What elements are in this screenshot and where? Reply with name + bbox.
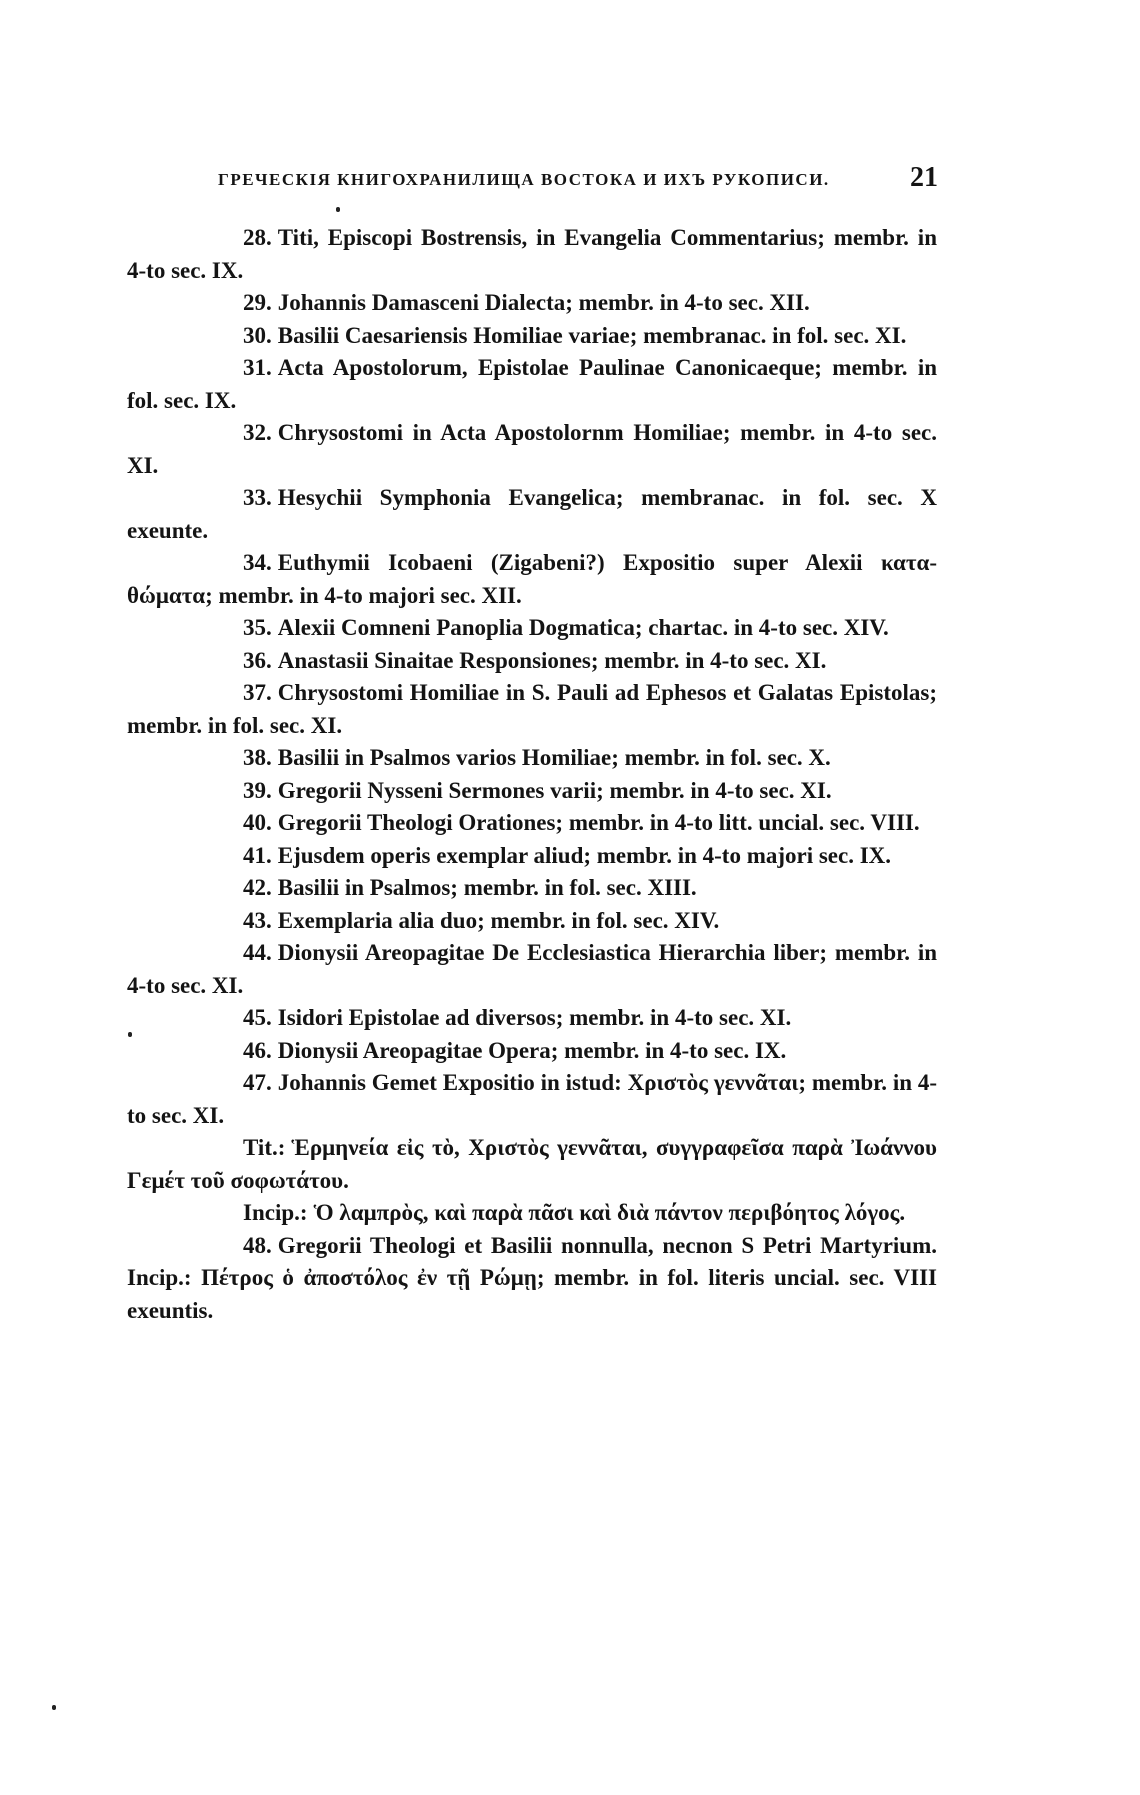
entry-number: 31. [243, 355, 272, 380]
entry-number: 29. [243, 290, 272, 315]
catalogue-entry [127, 645, 937, 678]
catalogue-entry [127, 807, 937, 840]
catalogue-entry [127, 775, 937, 808]
entry-text: Chrysostomi in Acta Apostolornm Homiliae; membr. in 4-to sec. XI. [127, 420, 937, 478]
entry-text: Chrysostomi Homiliae in S. Pauli ad Ephesos et Galatas Epistolas; membr. in fol. sec. XI. [127, 680, 937, 738]
entry-number: 40. [243, 810, 272, 835]
catalogue-entry [127, 1002, 937, 1035]
entry-text: Basilii in Psalmos varios Homiliae; membr. in fol. sec. X. [277, 745, 831, 770]
page-number: 21 [910, 162, 938, 193]
running-title: ГРЕЧЕСКІЯ КНИГОХРАНИЛИЩА ВОСТОКА И ИХЪ РУКОПИСИ. [218, 170, 830, 189]
entry-number: 42. [243, 875, 272, 900]
entry-number: 45. [243, 1005, 272, 1030]
entry-number: 41. [243, 842, 272, 868]
entry-text: Anastasii Sinaitae Responsiones; membr. in 4-to sec. XI. [277, 647, 827, 673]
entry-text: Basilii in Psalmos; membr. in fol. sec. XIII. [277, 875, 697, 900]
entry-text: Hesychii Symphonia Evangelica; membranac. in fol. sec. X exeunte. [127, 485, 937, 543]
catalogue-entry [127, 352, 937, 417]
incipit-note [127, 1197, 937, 1230]
entry-text: Dionysii Areopagitae De Ecclesiastica Hierarchia liber; membr. in 4-to sec. XI. [127, 940, 937, 998]
catalogue-entry [127, 742, 937, 775]
entry-text: Gregorii Nysseni Sermones varii; membr. in 4-to sec. XI. [277, 777, 832, 803]
ink-speck [52, 1705, 56, 1710]
entry-text: Ejusdem operis exemplar aliud; membr. in 4-to majori sec. IX. [277, 842, 892, 868]
entry-number: 32. [243, 420, 272, 445]
catalogue-entry [127, 905, 937, 938]
entry-number: 28. [243, 225, 272, 250]
title-note [127, 1132, 937, 1197]
note-text: Ὁ λαμπρὸς, καὶ παρὰ πᾶσι καὶ διὰ πάντον περιβόητος λόγος. [313, 1200, 906, 1225]
catalogue-entry [127, 1067, 937, 1132]
catalogue-entry [127, 840, 937, 873]
entry-number: 44. [243, 940, 272, 965]
entry-text: Gregorii Theologi et Basilii nonnulla, necnon S Petri Martyrium. Incip.: Πέτρος ὁ ἀποστόλος ἐν τῇ Ρώμῃ; membr. in fol. literis uncial. sec. VIII exeuntis. [127, 1232, 937, 1323]
catalogue-entry [127, 872, 937, 905]
entry-number: 38. [243, 745, 272, 770]
entry-number: 37. [243, 680, 272, 705]
catalogue-entry [127, 547, 937, 612]
catalogue-entry [127, 320, 937, 353]
catalogue-entry [127, 287, 937, 320]
entry-number: 43. [243, 907, 272, 933]
catalogue-entry [127, 677, 937, 742]
catalogue-entry [127, 222, 937, 287]
entry-text: Exemplaria alia duo; membr. in fol. sec. XIV. [277, 907, 720, 933]
catalogue-entry [127, 417, 937, 482]
entry-number: 46. [243, 1037, 272, 1063]
entry-text: Alexii Comneni Panoplia Dogmatica; chartac. in 4-to sec. XIV. [277, 615, 889, 640]
entry-number: 39. [243, 777, 272, 803]
entry-text: Basilii Caesariensis Homiliae variae; membranac. in fol. sec. XI. [277, 322, 907, 348]
note-label: Incip.: [243, 1200, 308, 1225]
ink-speck [336, 207, 340, 212]
catalogue-entry [127, 1035, 937, 1068]
entry-text: Gregorii Theologi Orationes; membr. in 4-to litt. uncial. sec. VIII. [277, 810, 920, 835]
note-label: Tit.: [243, 1135, 286, 1160]
catalogue-list [127, 222, 937, 1327]
note-text: Ἑρμηνεία εἰς τὸ, Χριστὸς γεννᾶται, συγγραφεῖσα παρὰ Ἰωάννου Γεμέτ τοῦ σοφωτάτου. [127, 1135, 937, 1193]
entry-number: 48. [243, 1232, 272, 1258]
entry-number: 33. [243, 485, 272, 510]
running-head [218, 162, 938, 202]
entry-number: 34. [243, 550, 272, 575]
entry-number: 30. [243, 322, 272, 348]
entry-text: Isidori Epistolae ad diversos; membr. in 4-to sec. XI. [277, 1005, 792, 1030]
catalogue-entry [127, 937, 937, 1002]
entry-number: 47. [243, 1070, 272, 1095]
entry-text: Dionysii Areopagitae Opera; membr. in 4-to sec. IX. [277, 1037, 787, 1063]
entry-number: 35. [243, 615, 272, 640]
entry-number: 36. [243, 647, 272, 673]
entry-text: Euthymii Icobaeni (Zigabeni?) Expositio super Alexii κατα-θώματα; membr. in 4-to majori sec. XII. [127, 550, 937, 608]
catalogue-entry [127, 482, 937, 547]
entry-text: Johannis Gemet Expositio in istud: Χριστὸς γεννᾶται; membr. in 4-to sec. XI. [127, 1070, 937, 1128]
catalogue-entry [127, 612, 937, 645]
entry-text: Titi, Episcopi Bostrensis, in Evangelia Commentarius; membr. in 4-to sec. IX. [127, 225, 937, 283]
catalogue-entry [127, 1230, 937, 1328]
entry-text: Acta Apostolorum, Epistolae Paulinae Canonicaeque; membr. in fol. sec. IX. [127, 355, 937, 413]
entry-text: Johannis Damasceni Dialecta; membr. in 4-to sec. XII. [277, 290, 810, 315]
